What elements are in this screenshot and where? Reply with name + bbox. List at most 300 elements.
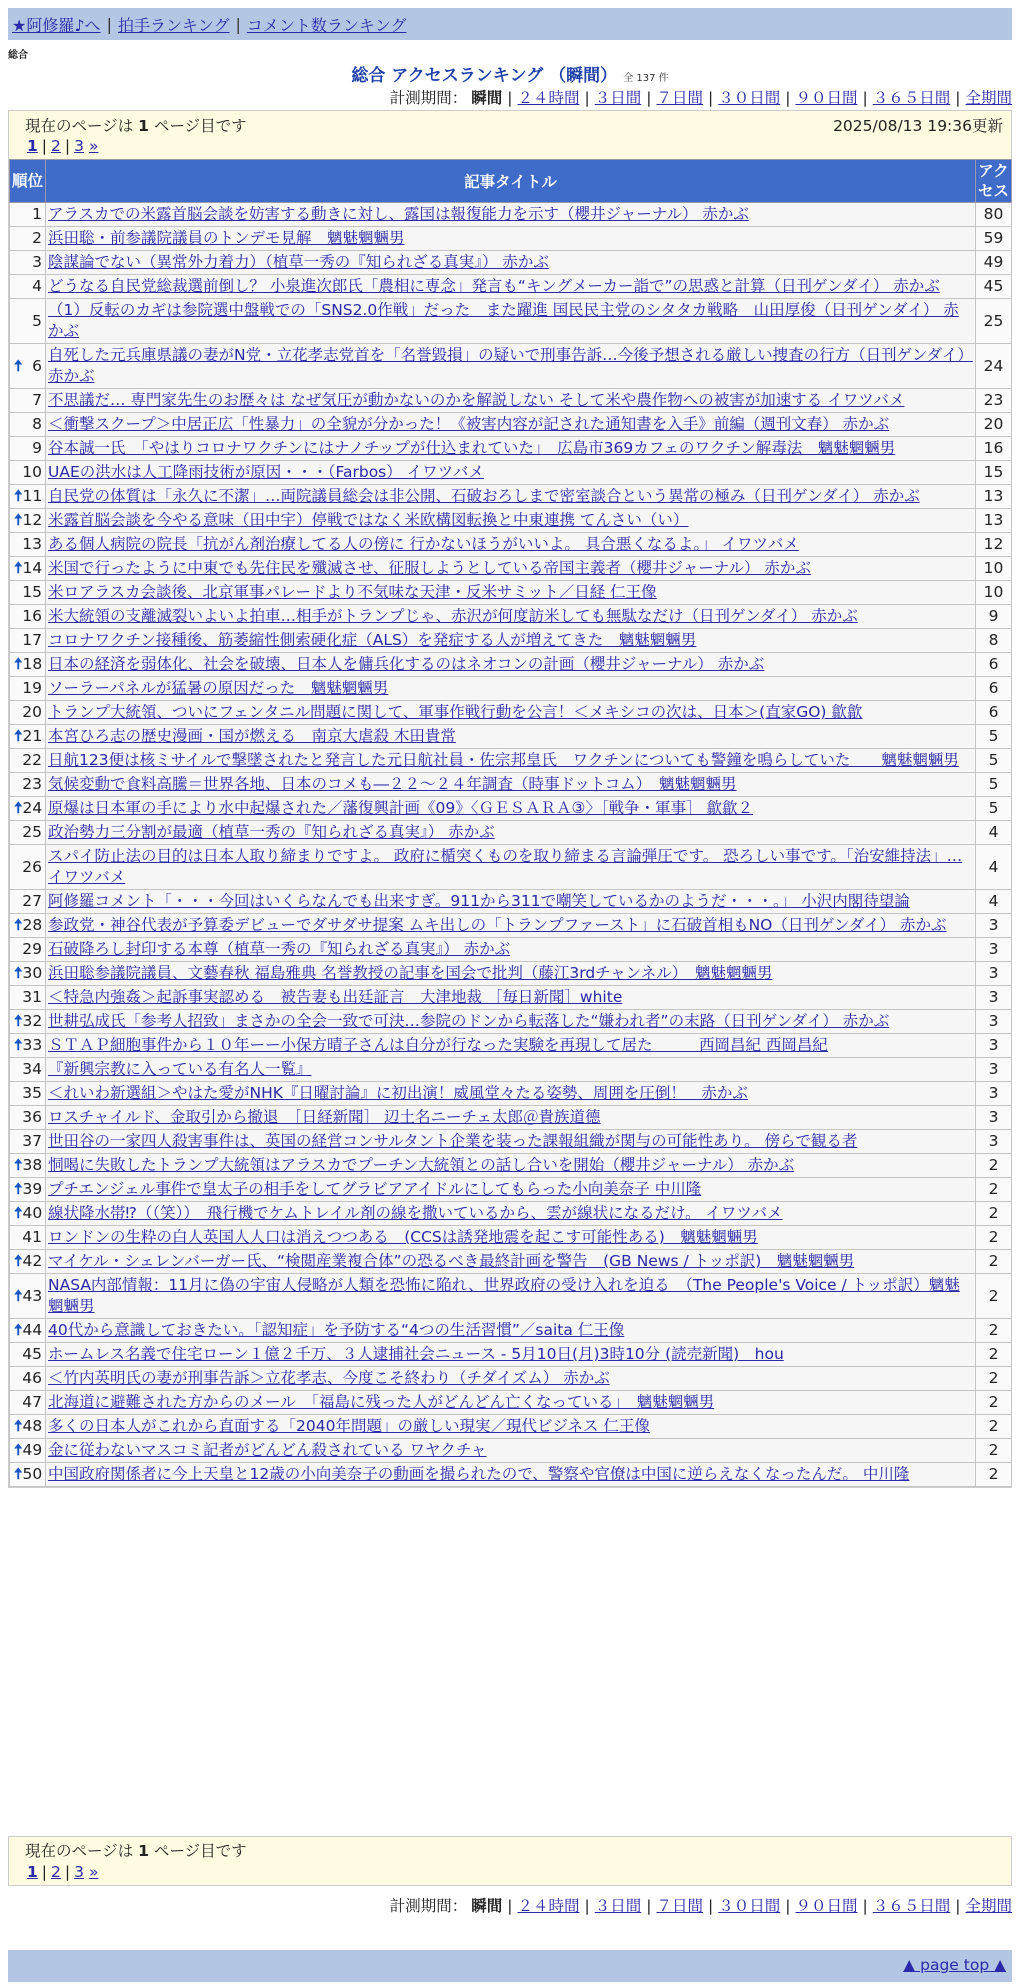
title-cell: [46, 1319, 976, 1343]
article-link[interactable]: 米国で行ったように中東でも先住民を殲滅させ、征服しようとしている帝国主義者（櫻井ジャーナル） 赤かぶ: [48, 559, 811, 577]
rank-cell: [10, 605, 46, 629]
ranking-table: [9, 159, 1012, 1487]
rank-number: 14: [22, 559, 43, 577]
rank-cell: [10, 962, 46, 986]
article-link[interactable]: 北海道に避難された方からのメール 「福島に残った人がどんどん亡くなっている」 魑魅魍魎男: [48, 1393, 715, 1411]
table-row: [10, 1130, 1012, 1154]
access-count: 4: [976, 821, 1012, 845]
rank-number: 28: [22, 916, 43, 934]
top-nav-bar: [8, 8, 1012, 40]
table-row: [10, 1178, 1012, 1202]
article-link[interactable]: UAEの洪水は人工降雨技術が原因・・・（Farbos） イワツバメ: [48, 463, 484, 481]
table-row: [10, 344, 1012, 389]
title-cell: [46, 1034, 976, 1058]
rank-number: 41: [22, 1228, 42, 1246]
title-cell: [46, 1415, 976, 1439]
period-link[interactable]: ２４時間: [517, 1897, 580, 1915]
title-cell: [46, 701, 976, 725]
title-cell: [46, 485, 976, 509]
rank-cell: [10, 629, 46, 653]
title-cell: [46, 1439, 976, 1463]
rank-cell: [10, 299, 46, 344]
article-link[interactable]: 浜田聡参議院議員、文藝春秋 福島雅典 名誉教授の記事を国会で批判（藤江3rdチャンネル） 魑魅魍魎男: [48, 964, 773, 982]
title-cell: [46, 275, 976, 299]
rank-cell: [10, 1391, 46, 1415]
table-row: [10, 749, 1012, 773]
article-link[interactable]: ある個人病院の院長「抗がん剤治療してる人の傍に 行かないほうがいいよ。 具合悪くなるよ。」 イワツバメ: [48, 535, 799, 553]
page-prefix: 現在のページは: [25, 1842, 134, 1860]
table-row: [10, 203, 1012, 227]
article-link[interactable]: 参政党・神谷代表が予算委デビューでダサダサ提案 ムキ出しの「トランプファースト」に石破首相もNO（日刊ゲンダイ） 赤かぶ: [48, 916, 947, 934]
rank-cell: [10, 203, 46, 227]
article-link[interactable]: 浜田聡・前参議院議員のトンデモ見解 魑魅魍魎男: [48, 229, 405, 247]
period-link[interactable]: ７日間: [656, 1897, 703, 1915]
rank-cell: [10, 653, 46, 677]
separator: |: [862, 1897, 868, 1915]
table-row: [10, 413, 1012, 437]
access-count: 15: [976, 461, 1012, 485]
access-count: 3: [976, 1034, 1012, 1058]
rank-up-arrow-icon: 🠅: [14, 964, 23, 982]
table-row: [10, 275, 1012, 299]
rank-number: 2: [32, 229, 42, 247]
article-link[interactable]: トランプ大統領、ついにフェンタニル問題に関して、軍事作戦行動を公言！＜メキシコの次は、日本＞(直家GO) 歙歙: [48, 703, 863, 721]
rank-up-arrow-icon: 🠅: [14, 1252, 23, 1270]
access-count: 2: [976, 1154, 1012, 1178]
access-count: 45: [976, 275, 1012, 299]
access-count: 5: [976, 725, 1012, 749]
article-link[interactable]: 米ロアラスカ会談後、北京軍事パレードより不気味な天津・反米サミット／日経 仁王像: [48, 583, 657, 601]
table-row: [10, 1319, 1012, 1343]
comment-ranking-link[interactable]: コメント数ランキング: [246, 15, 407, 35]
table-row: [10, 461, 1012, 485]
article-link[interactable]: ホームレス名義で住宅ローン１億２千万、３人逮捕社会ニュース - 5月10日(月)3時10分 (読売新聞) hou: [48, 1345, 784, 1363]
page-top-link[interactable]: ▲ page top ▲: [903, 1956, 1006, 1974]
rank-number: 42: [22, 1252, 43, 1270]
separator: |: [785, 1897, 791, 1915]
pager-link[interactable]: 3: [74, 1863, 85, 1881]
article-link[interactable]: アラスカでの米露首脳会談を妨害する動きに対し、露国は報復能力を示す（櫻井ジャーナル） 赤かぶ: [48, 205, 749, 223]
table-row: [10, 677, 1012, 701]
article-link[interactable]: 政治勢力三分割が最適（植草一秀の『知られざる真実』） 赤かぶ: [48, 823, 495, 841]
rank-up-arrow-icon: 🠅: [14, 511, 23, 529]
article-link[interactable]: ロスチャイルド、金取引から撤退 ［日経新聞］ 辺土名ニーチェ太郎＠貴族道德: [48, 1108, 601, 1126]
article-link[interactable]: 金に従わないマスコミ記者がどんどん殺されている ワヤクチャ: [48, 1441, 487, 1459]
title-cell: [46, 797, 976, 821]
access-count: 3: [976, 914, 1012, 938]
title-cell: [46, 986, 976, 1010]
rank-number: 17: [22, 631, 42, 649]
access-count: 3: [976, 938, 1012, 962]
title-cell: [46, 1367, 976, 1391]
ranking-heading: 総合 アクセスランキング （瞬間）: [351, 66, 618, 86]
pager-link[interactable]: »: [88, 1863, 99, 1881]
article-link[interactable]: 石破降ろし封印する本尊（植草一秀の『知られざる真実』） 赤かぶ: [48, 940, 511, 958]
access-count: 3: [976, 1130, 1012, 1154]
table-row: [10, 1415, 1012, 1439]
period-link[interactable]: ３６５日間: [872, 89, 951, 107]
rank-number: 3: [32, 253, 42, 271]
article-link[interactable]: 中国政府関係者に今上天皇と12歳の小向美奈子の動画を撮られたので、警察や官僚は中国に逆らえなくなったんだ。 中川隆: [48, 1465, 910, 1483]
title-cell: [46, 533, 976, 557]
article-link[interactable]: 米大統領の支離滅裂いよいよ拍車…相手がトランプじゃ、赤沢が何度訪米しても無駄なだけ（日刊ゲンダイ） 赤かぶ: [48, 607, 858, 625]
article-link[interactable]: 40代から意識しておきたい。「認知症」を予防する“4つの生活習慣”／saita 仁王像: [48, 1321, 625, 1339]
access-count: 3: [976, 1106, 1012, 1130]
rank-cell: [10, 437, 46, 461]
rank-column-header: 順位: [10, 160, 46, 203]
rank-cell: [10, 251, 46, 275]
rank-number: 18: [22, 655, 43, 673]
rank-cell: [10, 1130, 46, 1154]
article-link[interactable]: 自民党の体質は「永久に不潔」…両院議員総会は非公開、石破おろしまで密室談合という異常の極み（日刊ゲンダイ） 赤かぶ: [48, 487, 920, 505]
rank-number: 22: [22, 751, 42, 769]
title-cell: [46, 437, 976, 461]
table-row: [10, 701, 1012, 725]
rank-number: 12: [22, 511, 43, 529]
pager-link[interactable]: 1: [27, 137, 38, 155]
page-prefix: 現在のページは: [25, 117, 134, 135]
category-label: 総合: [8, 50, 28, 61]
title-cell: [46, 1010, 976, 1034]
rank-number: 40: [22, 1204, 43, 1222]
current-page-text: [25, 114, 247, 136]
rank-number: 27: [22, 892, 42, 910]
access-count: 3: [976, 986, 1012, 1010]
table-row: [10, 773, 1012, 797]
title-cell: [46, 461, 976, 485]
page-title: [0, 61, 1020, 86]
table-row: [10, 629, 1012, 653]
access-count: 2: [976, 1274, 1012, 1319]
rank-number: 4: [32, 277, 42, 295]
article-link[interactable]: 原爆は日本軍の手により水中起爆された／藩復興計画《09》〈ＧＥＳＡＲＡ③〉［戦争・軍事］ 歙歙２: [48, 799, 754, 817]
pager-link[interactable]: 2: [51, 137, 61, 155]
rank-number: 33: [22, 1036, 43, 1054]
rank-cell: [10, 1274, 46, 1319]
table-row: [10, 1439, 1012, 1463]
table-row: [10, 509, 1012, 533]
title-cell: [46, 890, 976, 914]
access-count: 3: [976, 1010, 1012, 1034]
access-count: 4: [976, 845, 1012, 890]
access-count: 49: [976, 251, 1012, 275]
rank-up-arrow-icon: 🠅: [14, 1204, 23, 1222]
access-count: 3: [976, 1082, 1012, 1106]
access-count: 2: [976, 1463, 1012, 1487]
title-column-header: 記事タイトル: [46, 160, 976, 203]
title-cell: [46, 677, 976, 701]
title-cell: [46, 1463, 976, 1487]
page-number: 1: [138, 1842, 149, 1860]
home-link[interactable]: ★阿修羅♪へ: [12, 15, 101, 35]
period-link[interactable]: ２４時間: [517, 89, 580, 107]
rank-cell: [10, 1226, 46, 1250]
title-cell: [46, 227, 976, 251]
rank-cell: [10, 275, 46, 299]
access-count: 5: [976, 773, 1012, 797]
page-suffix: ページ目です: [153, 1842, 247, 1860]
rank-cell: [10, 701, 46, 725]
rank-cell: [10, 413, 46, 437]
separator: |: [507, 1897, 513, 1915]
rank-number: 36: [22, 1108, 42, 1126]
separator: |: [955, 1897, 961, 1915]
period-current: 瞬間: [471, 1897, 503, 1915]
rank-up-arrow-icon: 🠅: [14, 356, 23, 375]
article-link[interactable]: NASA内部情報：11月に偽の宇宙人侵略が人類を恐怖に陥れ、世界政府の受け入れを迫る （The People's Voice / トッポ訳）魑魅魍魎男: [48, 1276, 960, 1315]
table-row: [10, 1274, 1012, 1319]
period-label: 計測期間：: [389, 1897, 468, 1915]
rank-cell: [10, 1178, 46, 1202]
rank-number: 26: [22, 857, 42, 876]
period-link[interactable]: ９０日間: [795, 1897, 858, 1915]
rank-number: 46: [22, 1369, 42, 1387]
table-row: [10, 653, 1012, 677]
table-row: [10, 1154, 1012, 1178]
rank-cell: [10, 1106, 46, 1130]
article-link[interactable]: ソーラーパネルが猛暑の原因だった 魑魅魍魎男: [48, 679, 389, 697]
period-link[interactable]: 全期間: [965, 89, 1012, 107]
page-number: 1: [138, 117, 149, 135]
article-link[interactable]: ＜衝撃スクープ＞中居正広「性暴力」の全貌が分かった！《被害内容が記された通知書を入手》前編（週刊文春） 赤かぶ: [48, 415, 890, 433]
rank-number: 20: [22, 703, 42, 721]
total-count: 全 137 件: [623, 73, 669, 84]
access-count: 2: [976, 1250, 1012, 1274]
rank-number: 39: [22, 1180, 43, 1198]
separator: |: [584, 89, 590, 107]
period-link[interactable]: ３日間: [594, 89, 642, 107]
period-link[interactable]: 全期間: [965, 1897, 1012, 1915]
access-count: 12: [976, 533, 1012, 557]
separator: |: [41, 1863, 48, 1881]
article-link[interactable]: 阿修羅コメント「・・・今回はいくらなんでも出来すぎ。911から311で嘲笑しているかのようだ・・・。」 小沢内閣待望論: [48, 892, 910, 910]
separator: |: [584, 1897, 590, 1915]
rank-number: 43: [22, 1286, 43, 1305]
table-row: [10, 797, 1012, 821]
rank-number: 38: [22, 1156, 43, 1174]
article-link[interactable]: 不思議だ… 専門家先生のお歴々は なぜ気圧が動かないのかを解説しない そして米や農作物への被害が加速する イワツバメ: [48, 391, 905, 409]
title-cell: [46, 1106, 976, 1130]
table-row: [10, 986, 1012, 1010]
rank-number: 24: [22, 799, 43, 817]
page-info-bar: [9, 111, 1011, 159]
rank-cell: [10, 938, 46, 962]
period-link[interactable]: ３日間: [594, 1897, 642, 1915]
article-link[interactable]: ＜特急内強姦＞起訴事実認める 被告妻も出廷証言 大津地裁 ［毎日新聞］white: [48, 988, 623, 1006]
rank-cell: [10, 1343, 46, 1367]
access-count: 8: [976, 629, 1012, 653]
pager: [27, 137, 98, 155]
access-count: 2: [976, 1178, 1012, 1202]
period-current: 瞬間: [471, 89, 503, 107]
article-link[interactable]: どうなる自民党総裁選前倒し？ 小泉進次郎氏「農相に専念」発言も“キングメーカー詣で”の思惑と計算（日刊ゲンダイ） 赤かぶ: [48, 277, 940, 295]
article-link[interactable]: 世耕弘成氏「参考人招致」まさかの全会一致で可決…参院のドンから転落した“嫌われ者”の末路（日刊ゲンダイ） 赤かぶ: [48, 1012, 890, 1030]
access-count: 10: [976, 581, 1012, 605]
title-cell: [46, 1154, 976, 1178]
article-link[interactable]: スパイ防止法の目的は日本人取り締まりですよ。 政府に楯突くものを取り締まる言論弾圧です。 恐ろしい事です。「治安維持法」… イワツバメ: [48, 847, 963, 886]
title-cell: [46, 299, 976, 344]
rank-cell: [10, 890, 46, 914]
access-count: 20: [976, 413, 1012, 437]
separator: |: [646, 1897, 652, 1915]
rank-up-arrow-icon: 🠅: [14, 1465, 23, 1483]
period-link[interactable]: ７日間: [656, 89, 703, 107]
table-row: [10, 581, 1012, 605]
article-link[interactable]: ＜竹内英明氏の妻が刑事告訴＞立花孝志、今度こそ終わり（チダイズム） 赤かぶ: [48, 1369, 610, 1387]
period-link[interactable]: ３０日間: [718, 89, 781, 107]
rank-cell: [10, 1367, 46, 1391]
rank-number: 15: [22, 583, 42, 601]
access-count: 9: [976, 605, 1012, 629]
rank-number: 48: [22, 1417, 43, 1435]
access-count: 6: [976, 701, 1012, 725]
rank-cell: [10, 677, 46, 701]
access-count: 4: [976, 890, 1012, 914]
table-row: [10, 914, 1012, 938]
pager-link[interactable]: »: [88, 137, 99, 155]
clap-ranking-link[interactable]: 拍手ランキング: [117, 15, 230, 35]
title-cell: [46, 629, 976, 653]
access-count: 16: [976, 437, 1012, 461]
rank-cell: [10, 485, 46, 509]
access-count: 2: [976, 1391, 1012, 1415]
article-link[interactable]: コロナワクチン接種後、筋萎縮性側索硬化症（ALS）を発症する人が増えてきた 魑魅魍魎男: [48, 631, 697, 649]
rank-cell: [10, 797, 46, 821]
rank-number: 23: [22, 775, 42, 793]
article-link[interactable]: プチエンジェル事件で皇太子の相手をしてグラビアアイドルにしてもらった小向美奈子 中川隆: [48, 1180, 702, 1198]
access-count: 2: [976, 1202, 1012, 1226]
rank-number: 37: [22, 1132, 42, 1150]
rank-number: 47: [22, 1393, 42, 1411]
access-count: 25: [976, 299, 1012, 344]
rank-number: 7: [32, 391, 42, 409]
article-link[interactable]: 多くの日本人がこれから直面する「2040年問題」の厳しい現実／現代ビジネス 仁王像: [48, 1417, 650, 1435]
rank-cell: [10, 557, 46, 581]
article-link[interactable]: 日航123便は核ミサイルで撃墜されたと発言した元日航社員・佐宗邦皇氏 ワクチンについても警鐘を鳴らしていた 魑魅魍魎男: [48, 751, 959, 769]
article-link[interactable]: 線状降水帯⁉（（笑）） 飛行機でケムトレイル剤の線を撒いているから、雲が線状になるだけ。 イワツバメ: [48, 1204, 783, 1222]
article-link[interactable]: 米露首脳会談を今やる意味（田中宇）停戦ではなく米欧構図転換と中東連携 てんさい（い）: [48, 511, 689, 529]
rank-cell: [10, 1319, 46, 1343]
period-link[interactable]: ３６５日間: [872, 1897, 951, 1915]
rank-up-arrow-icon: 🠅: [14, 1441, 23, 1459]
pager-link[interactable]: 1: [27, 1863, 38, 1881]
article-link[interactable]: 気候変動で食料高騰＝世界各地、日本のコメも―２２～２４年調査（時事ドットコム） 魑魅魍魎男: [48, 775, 737, 793]
article-link[interactable]: 谷本誠一氏 「やはりコロナワクチンにはナノチップが仕込まれていた」 広島市369カフェのワクチン解毒法 魑魅魍魎男: [48, 439, 896, 457]
rank-cell: [10, 1250, 46, 1274]
article-link[interactable]: 日本の経済を弱体化、社会を破壊、日本人を傭兵化するのはネオコンの計画（櫻井ジャーナル） 赤かぶ: [48, 655, 765, 673]
access-count: 80: [976, 203, 1012, 227]
separator: |: [64, 1863, 71, 1881]
rank-number: 11: [22, 487, 43, 505]
separator: |: [708, 89, 714, 107]
table-row: [10, 389, 1012, 413]
rank-cell: [10, 1058, 46, 1082]
period-link[interactable]: ９０日間: [795, 89, 858, 107]
access-count: 2: [976, 1319, 1012, 1343]
rank-cell: [10, 1415, 46, 1439]
rank-number: 1: [32, 205, 42, 223]
rank-up-arrow-icon: 🠅: [14, 1012, 23, 1030]
title-cell: [46, 389, 976, 413]
access-count: 2: [976, 1415, 1012, 1439]
period-selector: [390, 86, 1012, 108]
table-row: [10, 437, 1012, 461]
article-link[interactable]: 本宮ひろ志の歴史漫画・国が燃える 南京大虐殺 木田貴常: [48, 727, 456, 745]
title-cell: [46, 962, 976, 986]
rank-up-arrow-icon: 🠅: [14, 1156, 23, 1174]
rank-cell: [10, 1154, 46, 1178]
separator: |: [41, 137, 48, 155]
rank-cell: [10, 725, 46, 749]
table-row: [10, 725, 1012, 749]
rank-up-arrow-icon: 🠅: [14, 487, 23, 505]
title-cell: [46, 1202, 976, 1226]
title-cell: [46, 1082, 976, 1106]
article-link[interactable]: ロンドンの生粋の白人英国人人口は消えつつある (CCSは誘発地震を起こす可能性ある) 魑魅魍魎男: [48, 1228, 758, 1246]
rank-number: 5: [32, 311, 42, 330]
rank-cell: [10, 749, 46, 773]
rank-up-arrow-icon: 🠅: [14, 1180, 23, 1198]
pager-bottom: [27, 1863, 98, 1881]
table-row: [10, 1463, 1012, 1487]
article-link[interactable]: 恫喝に失敗したトランプ大統領はアラスカでプーチン大統領との話し合いを開始（櫻井ジャーナル） 赤かぶ: [48, 1156, 795, 1174]
article-link[interactable]: 『新興宗教に入っている有名人一覧』: [48, 1060, 312, 1078]
access-count: 23: [976, 389, 1012, 413]
rank-cell: [10, 581, 46, 605]
access-count: 6: [976, 677, 1012, 701]
table-row: [10, 938, 1012, 962]
article-link[interactable]: マイケル・シェレンバーガー氏、“検閲産業複合体”の恐るべき最終計画を警告 (GB News / トッポ訳) 魑魅魍魎男: [48, 1252, 855, 1270]
pager-link[interactable]: 3: [74, 137, 85, 155]
title-cell: [46, 914, 976, 938]
rank-up-arrow-icon: 🠅: [14, 655, 23, 673]
pager-link[interactable]: 2: [51, 1863, 61, 1881]
rank-up-arrow-icon: 🠅: [14, 1417, 23, 1435]
rank-cell: [10, 1034, 46, 1058]
title-cell: [46, 725, 976, 749]
title-cell: [46, 581, 976, 605]
title-cell: [46, 938, 976, 962]
title-cell: [46, 1130, 976, 1154]
title-cell: [46, 1178, 976, 1202]
title-cell: [46, 773, 976, 797]
rank-number: 31: [22, 988, 42, 1006]
rank-number: 44: [22, 1321, 43, 1339]
access-count: 2: [976, 1439, 1012, 1463]
rank-number: 34: [22, 1060, 42, 1078]
article-link[interactable]: （1）反転のカギは参院選中盤戦での「SNS2.0作戦」だった また躍進 国民民主党のシタタカ戦略 山田厚俊（日刊ゲンダイ） 赤かぶ: [48, 301, 959, 340]
rank-cell: [10, 1202, 46, 1226]
table-row: [10, 1010, 1012, 1034]
access-count: 13: [976, 485, 1012, 509]
title-cell: [46, 605, 976, 629]
access-count: 10: [976, 557, 1012, 581]
article-link[interactable]: 世田谷の一家四人殺害事件は、英国の経営コンサルタント企業を装った課報組織が関与の可能性あり。 傍らで観る者: [48, 1132, 858, 1150]
separator: |: [646, 89, 652, 107]
article-link[interactable]: ＜れいわ新選組＞やはた愛がNHK『日曜討論』に初出演！威風堂々たる姿勢、周囲を圧倒！ 赤かぶ: [48, 1084, 748, 1102]
table-row: [10, 1391, 1012, 1415]
rank-cell: [10, 914, 46, 938]
article-link[interactable]: ＳＴＡＰ細胞事件から１０年ーー小保方晴子さんは自分が行なった実験を再現して居た 西岡昌紀 西岡昌紀: [48, 1036, 828, 1054]
rank-number: 45: [22, 1345, 42, 1363]
rank-cell: [10, 461, 46, 485]
article-link[interactable]: 自死した元兵庫県議の妻がN党・立花孝志党首を「名誉毀損」の疑いで刑事告訴…今後予想される厳しい捜査の行方（日刊ゲンダイ） 赤かぶ: [48, 346, 973, 385]
rank-number: 10: [22, 463, 42, 481]
period-link[interactable]: ３０日間: [718, 1897, 781, 1915]
table-row: [10, 1343, 1012, 1367]
article-link[interactable]: 陰謀論でない（異常外力着力）（植草一秀の『知られざる真実』） 赤かぶ: [48, 253, 549, 271]
title-cell: [46, 1250, 976, 1274]
